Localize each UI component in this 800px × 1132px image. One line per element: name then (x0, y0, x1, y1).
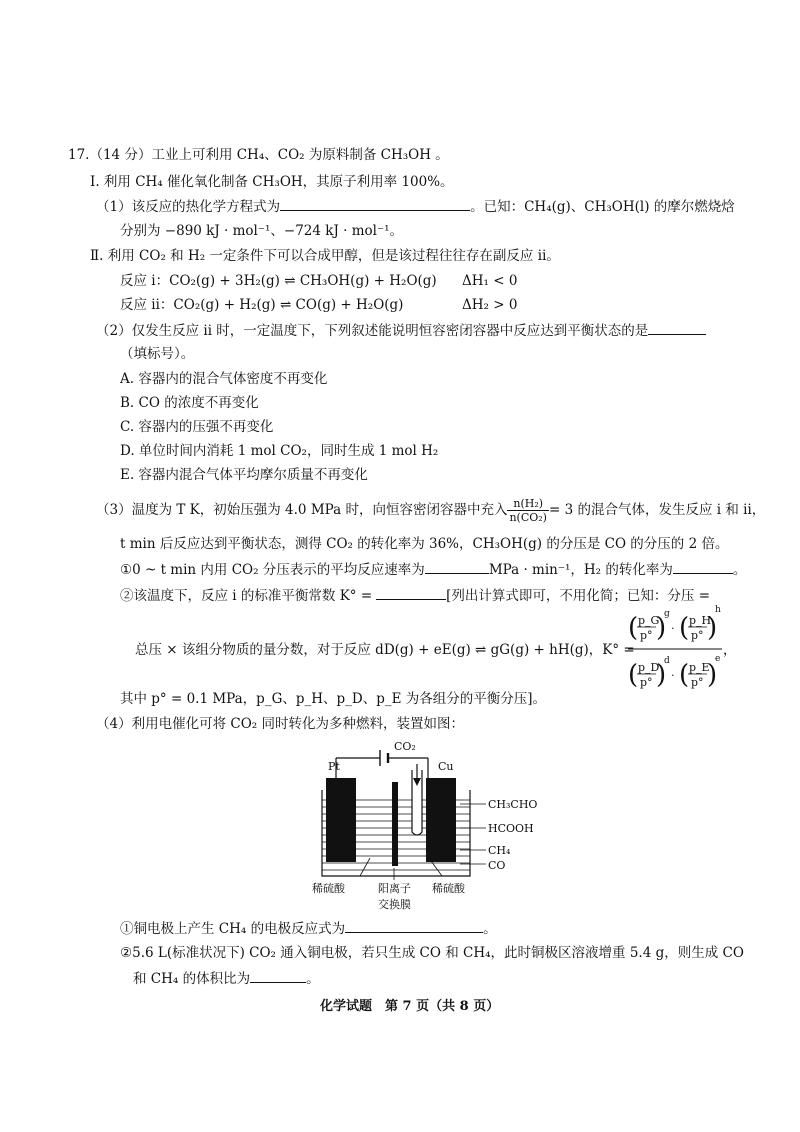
q4-sub2-text-b: 。 (306, 971, 320, 987)
reaction-ii-dh: ΔH₂ > 0 (462, 297, 518, 313)
q3-sub1-text-a: ①0 ~ t min 内用 CO₂ 分压表示的平均反应速率为 (120, 562, 425, 578)
paren-r1: ) (656, 613, 667, 643)
label-ch3cho: CH₃CHO (488, 798, 538, 811)
label-right-acid: 稀硫酸 (432, 882, 465, 895)
q3-k-blank[interactable] (376, 586, 446, 600)
reaction-i: 反应 ⅰ：CO₂(g) + 3H₂(g) ⇌ CH₃OH(g) + H₂O(g) (120, 273, 437, 289)
q4-sub2-line2 (133, 969, 320, 988)
q2-line1 (96, 321, 706, 340)
page-footer: 化学试题 第 7 页（共 8 页） (320, 999, 500, 1014)
k-formula-svg (626, 602, 737, 694)
q3-sub2-text-b: [列出计算式即可，不用化简；已知：分压 = (446, 588, 711, 604)
option-c: C. 容器内的压强不再变化 (120, 419, 274, 435)
part1-title: Ⅰ. 利用 CH₄ 催化氧化制备 CH₃OH，其原子利用率 100%。 (90, 174, 454, 190)
q3-sub1 (120, 560, 746, 579)
question-header: 17.（14 分）工业上可利用 CH₄、CO₂ 为原料制备 CH₃OH 。 (68, 147, 449, 163)
reaction-i-dh: ΔH₁ < 0 (462, 273, 518, 289)
q2-text: （2）仅发生反应 ⅱ 时，一定温度下，下列叙述能说明恒容密闭容器中反应达到平衡状态的是 (96, 323, 649, 339)
formula-p0-1: p° (640, 629, 653, 642)
dot-2: · (671, 669, 675, 682)
q2-answer-blank[interactable] (648, 321, 706, 335)
formula-p0-3: p° (640, 676, 653, 689)
label-co2: CO₂ (394, 740, 416, 753)
q1-answer-blank[interactable] (280, 197, 470, 211)
formula-pg: p_G (638, 614, 660, 627)
q3-frac-num: n(H₂) (507, 497, 549, 511)
paren-l3: ( (628, 660, 639, 690)
formula-p0-2: p° (691, 629, 704, 642)
exp-d: d (664, 656, 670, 666)
paren-r4: ) (707, 660, 718, 690)
q1-text-b: 。已知：CH₄(g)、CH₃OH(l) 的摩尔燃烧焓 (470, 199, 735, 215)
q3-line2: t min 后反应达到平衡状态，测得 CO₂ 的转化率为 36%，CH₃OH(g) 的分压是 CO 的分压的 2 倍。 (120, 536, 729, 552)
q3-rate-blank[interactable] (425, 560, 489, 574)
exp-h: h (715, 605, 721, 615)
q2-line2: （填标号）。 (120, 346, 195, 362)
q4-title: （4）利用电催化可将 CO₂ 同时转化为多种燃料，装置如图： (96, 716, 464, 732)
option-a: A. 容器内的混合气体密度不再变化 (120, 371, 328, 387)
q4-sub1 (120, 919, 497, 938)
paren-r2: ) (707, 613, 718, 643)
electrolysis-diagram (300, 742, 570, 914)
paren-l2: ( (679, 613, 690, 643)
q4-electrode-reaction-blank[interactable] (345, 919, 483, 933)
part2-title: Ⅱ. 利用 CO₂ 和 H₂ 一定条件下可以合成甲醇，但是该过程往往存在副反应 ⅱ。 (90, 248, 560, 264)
cu-electrode (426, 778, 456, 862)
q4-volume-ratio-blank[interactable] (250, 969, 306, 983)
q3-sub2-text-a: ②该温度下，反应 ⅰ 的标准平衡常数 K° = (120, 588, 373, 604)
reaction-ii: 反应 ⅱ：CO₂(g) + H₂(g) ⇌ CO(g) + H₂O(g) (120, 297, 404, 313)
q3-frac-den: n(CO₂) (509, 511, 547, 524)
q1-line2: 分别为 −890 kJ · mol⁻¹、−724 kJ · mol⁻¹。 (120, 223, 404, 239)
q3-ratio-fraction (507, 497, 549, 524)
label-co: CO (488, 859, 506, 872)
q4-sub1-text-b: 。 (483, 921, 497, 937)
exp-g: g (664, 609, 670, 619)
paren-l1: ( (628, 613, 639, 643)
formula-pd: p_D (638, 661, 660, 674)
q3-note: 其中 p° = 0.1 MPa，p_G、p_H、p_D、p_E 为各组分的平衡分压]。 (120, 691, 547, 707)
formula-p0-4: p° (691, 676, 704, 689)
label-left-acid: 稀硫酸 (312, 882, 345, 895)
q4-sub1-text-a: ①铜电极上产生 CH₄ 的电极反应式为 (120, 921, 346, 937)
paren-r3: ) (656, 660, 667, 690)
label-hcooh: HCOOH (488, 822, 534, 835)
q3-formula-text: 总压 × 该组分物质的量分数，对于反应 dD(g) + eE(g) ⇌ gG(g) + hH(g)，K° = (135, 642, 635, 658)
formula-ph: p_H (689, 614, 712, 627)
pt-electrode (326, 778, 356, 862)
q3-text-a: （3）温度为 T K，初始压强为 4.0 MPa 时，向恒容密闭容器中充入 (96, 502, 508, 518)
q1-line1 (96, 197, 735, 216)
label-cu: Cu (438, 760, 454, 773)
q3-sub1-text-c: 。 (732, 562, 747, 578)
label-ch4: CH₄ (488, 844, 511, 857)
q3-h2-conversion-blank[interactable] (673, 560, 733, 574)
label-membrane-2: 交换膜 (378, 898, 411, 911)
q4-sub2-text-a: 和 CH₄ 的体积比为 (133, 971, 251, 987)
formula-comma: ， (723, 643, 737, 658)
q3-text-b: = 3 的混合气体，发生反应 ⅰ 和 ⅱ， (548, 502, 766, 518)
label-pt: Pt (328, 760, 340, 773)
dot-1: · (671, 622, 675, 635)
formula-pe: p_E (689, 661, 710, 674)
q1-text-a: （1）该反应的热化学方程式为 (96, 199, 281, 215)
q4-sub2-line1: ②5.6 L(标准状况下) CO₂ 通入铜电极，若只生成 CO 和 CH₄，此时铜极区溶液增重 5.4 g，则生成 CO (120, 945, 744, 961)
cation-exchange-membrane (392, 782, 398, 866)
paren-l4: ( (679, 660, 690, 690)
option-b: B. CO 的浓度不再变化 (120, 395, 259, 411)
q3-sub1-text-b: MPa · min⁻¹，H₂ 的转化率为 (488, 562, 673, 578)
label-membrane-1: 阳离子 (378, 882, 411, 895)
exp-e: e (715, 654, 721, 664)
option-d: D. 单位时间内消耗 1 mol CO₂，同时生成 1 mol H₂ (120, 443, 439, 459)
option-e: E. 容器内混合气体平均摩尔质量不再变化 (120, 467, 368, 483)
q3-sub2 (120, 586, 710, 605)
q3-line1 (96, 497, 765, 524)
